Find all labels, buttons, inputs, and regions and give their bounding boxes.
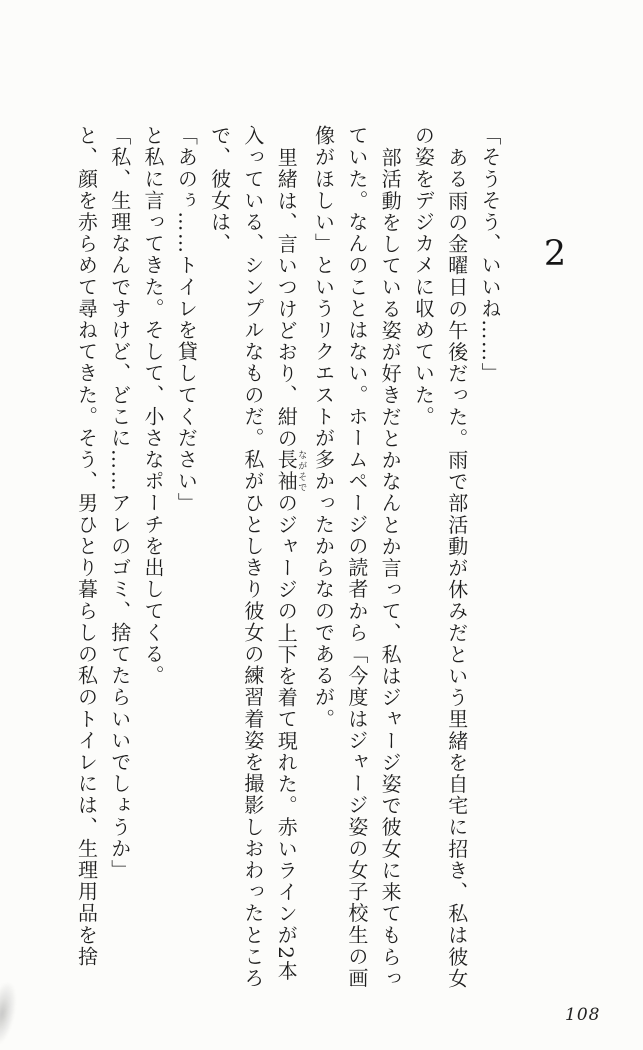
page-number: 108: [565, 1005, 601, 1025]
text-column: ある雨の金曜日の午後だった。雨で部活動が休みだという里緒を自宅に招き、私は彼女: [444, 146, 469, 989]
text-column: で、彼女は、: [207, 125, 232, 255]
text-run: 里緒は、言いつけどおり、紺の: [274, 146, 299, 449]
text-column: 入っている、シンプルなものだ。私がひとしきり彼女の練習着姿を撮影しおわったところ: [240, 125, 265, 989]
body-text-block: [74, 125, 506, 993]
text-column: 部活動をしている姿が好きだとかなんとか言って、私はジャージ姿で彼女に来てもらっ: [378, 146, 403, 989]
scan-ink-smudge: [0, 982, 20, 1047]
ruby-text: ながそで: [296, 449, 307, 493]
text-run: のジャージの上下を着て現れた。赤いラインが2本: [274, 492, 299, 982]
ruby-nagasode: [274, 449, 307, 493]
text-column: 像がほしい」というリクエストが多かったからなのであるが。: [311, 125, 336, 730]
text-column: 「あのぅ……トイレを貸してください」: [174, 125, 199, 514]
text-column: ていた。なんのことはない。ホームページの読者から「今度はジャージ姿の女子校生の画: [344, 125, 369, 989]
text-column: と私に言ってきた。そして、小さなポーチを出してくる。: [141, 125, 166, 687]
chapter-number: 2: [543, 234, 567, 274]
text-column: と、顔を赤らめて尋ねてきた。そう、男ひとり暮らしの私のトイレには、生理用品を捨: [74, 125, 99, 968]
text-column: 「私、生理なんですけど、どこに……アレのゴミ、捨てたらいいでしょうか」: [107, 125, 132, 881]
text-column: の姿をデジカメに収めていた。: [411, 125, 436, 428]
text-column: 「そうそう、いいね……」: [478, 125, 502, 385]
ruby-base: 長袖: [274, 449, 299, 493]
text-column: [269, 125, 306, 993]
